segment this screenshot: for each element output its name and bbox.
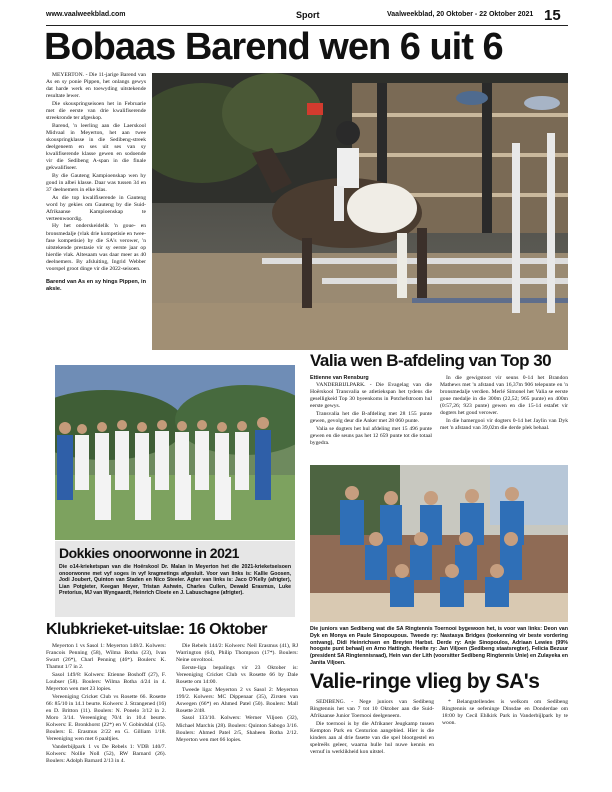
cricket-caption-box	[55, 541, 295, 617]
main-paragraph: Hy het onderskeidelik 'n goue- en bronsmedalje (vlak drie kompetisie en twee-fase kompetisie) by die SA's verower, 'n uitstekende prestasie vir sy eerste jaar op hierdie vlak. Altesaam was daar meer as 40 deelnemers. By afsluiting, Ingrid Webber voorspel groot dinge vir die 2022-seisoen.	[46, 223, 146, 273]
results-paragraph: Tweede liga: Meyerton 2 vs Sasol 2: Meyerton 199/2. Kolwers: MC Dippenaar (35), Zirsten van Aswegen (66*) en Ahmed Patel (50). Boulers: Mall Rosette 2/48.	[176, 686, 298, 714]
results-paragraph: Sasol 149/8: Kolwers: Etienne Boshoff (27), F. Loubser (58). Boulers: Wilma Botha 4/24 in 4. Meyerton wen met 23 lopies.	[46, 671, 166, 693]
valia-paragraph: Transvalia het die B-afdeling met 28 155 punte gewen, gevolg deur die Anker met 28 060 punte.	[310, 410, 432, 425]
horse-jumping-photo	[152, 73, 568, 350]
main-paragraph: MEYERTON. - Die 11-jarige Barend van As en sy ponie Pippen, het onlangs gewys dat harde werk en toewyding uitstekende resultate lewer.	[46, 72, 146, 100]
main-paragraph: Barend, 'n leerling aan die Laerskool Midvaal in Meyerton, het aan twee skouspringklasse in die Sedibeng-streek deelgeneem en ses uit ses van sy kwalifiserende klasse gewen en sodoende vir die Sedibeng A-span in die finale gekwalifiseer.	[46, 122, 146, 172]
valia-paragraph: Valia se dogters het hul afdeling met 15 496 punte gewen en die seuns pas het 12 659 punte tot die totaal bygedra.	[310, 425, 432, 446]
main-paragraph: As die top kwalifiserende in Gauteng word hy gekies om Gauteng by die Suid-Afrikaanse Kampioenskap te verteenwoordig.	[46, 194, 146, 222]
main-story-body	[46, 72, 146, 293]
results-headline: Klubkrieket-uitslae: 16 Oktober	[46, 621, 268, 638]
ringtennis-paragraph: SEDIBENG. - Nege juniors van Sedibeng Ringtennis het van 7 tot 10 Oktober aan die Suid-Afrikaanse Junior Toernooi deelgeneem.	[310, 699, 434, 720]
valia-story-col1	[310, 375, 432, 447]
ringtennis-caption: Die juniors van Sedibeng wat die SA Ringtennis Toernooi bygewoon het, is voor van links: Deon van Dyk en Monya en Paule Sinopoupous. Tweede ry: Nastasya Bridges (toekenning vir beste vordering ontvang), Didi Heinrichsen en Breyten Harbst. Derde ry: Anje Sinopoulos, Adriaan Lewies (99% hoogste punt behaal) en Arno Hattingh. Heelte ry: Jan Viljoen (Sedibeng staatsregter), Felicia Bezuur (president SA Ringtennisraad), Hein van der Lith (voorsitter Sedibeng Ringtennis Unie) en Zulayeka en Janita Viljoen.	[310, 626, 568, 666]
ringtennis-headline: Valie-ringe vlieg by SA's	[310, 670, 540, 693]
valia-story-col2	[440, 375, 568, 433]
results-col2	[176, 643, 298, 744]
cricket-caption: Die o14-krieketspan van die Hoërskool Dr. Malan in Meyerton het die 2021-krieketseisoen onoorwonne met vyf soges in vyf kragmetings afgesluit. Voor van links is: Kallie Goosen, Jodi Joubert, Quinton van Staden en Nico Steeler. Agter van links is: Jaco O'Kelly (afrigter), Lian Potgieter, Keegan Meyer, Tristan Ashwin, Charles Cullen, Dewald Erasmus, Luke Pretorius, MJ van Wyngaardt, Heinrich Cloete en J. Labuschagne (afrigter).	[59, 564, 291, 597]
valia-paragraph: In die hamergooi vir dogters 0-14 het Jaylin van Dyk met 'n afstand van 39,02m die derde plek behaal.	[440, 418, 568, 432]
results-paragraph: Meyerton 1 vs Sasol 1: Meyerton 148/2. Kolwers: Francois Penning (58), Wilma Botha (23), Ivan Swart (26*), Charl Penning (46*). Boulers: K. Thamut 1/7 in 2.	[46, 643, 166, 671]
ringtennis-story-col1	[310, 699, 434, 757]
main-paragraph: Die skouspringseisoen het in Februarie met die eerste van drie kwalifiserende streekronde ter afgeskop.	[46, 100, 146, 122]
page-number: 15	[544, 7, 561, 24]
results-paragraph: Vereeniging Cricket Club vs Rosette 66. Rosette 66: 85/10 in 14.1 beurte. Kolwers: J. Strangened (16) en D. Britton (11). Boulers: N. Ponelo 3/12 in 2. Moro 3/14. Vereeniging 70/4 in 10.4 beurte. Kolwers: E. Bronkhorst (22*) en V. Gobindslal (15). Boulers: E. Erasmus 2/22 en G. Gilliam 1/18. Vereeniging wen met 6 paaltjies.	[46, 693, 166, 743]
section-label: Sport	[296, 10, 320, 20]
results-paragraph: Vanderbijlpark 1 vs De Rebels 1: VDB 140/7. Kolwers: Nollie Noll (52), RW Barnard (26). Boulers: Adolph Barnard 2/13 in 4.	[46, 743, 166, 764]
main-photo-caption: Barend van As en sy hings Pippen, in aksie.	[46, 279, 146, 293]
valia-byline: Ettienne van Rensburg	[310, 375, 369, 381]
results-paragraph: Sasol 133/10. Kolwers: Werner Viljoen (32), Michael Marchis (28). Boulers: Quinton Sabogo 3/16. Boulers: Ahmed Patel 2/5, Shaheen Botha 2/12. Meyerton wen met 66 lopies.	[176, 715, 298, 743]
issue-date: Vaalweekblad, 20 Oktober - 22 Oktober 2021	[387, 11, 534, 18]
results-paragraph: Die Rebels 144/2: Kolwers: Neil Erasmus (41), RJ Warrington (64), Philip Thompson (17*). Boulers: Neine onvoltooi.	[176, 643, 298, 664]
main-headline: Bobaas Barend wen 6 uit 6	[44, 26, 503, 68]
ringtennis-team-photo	[310, 465, 568, 622]
ringtennis-story-col2	[442, 699, 568, 728]
cricket-team-photo	[55, 365, 295, 540]
valia-paragraph: In die gewigstoot vir seuns 0-14 het Brandon Mathews met 'n afstand van 16,37m 906 telepunte en 'n bronsmedalje verdien. Merlé Simonel het Valia se eerste goue medalje in die 300m (22,52; 965 punte) en 400m (0:57,26; 923 punte) gewen en die 15-14 estafet vir dogters het goud verower.	[440, 375, 568, 417]
ringtennis-paragraph: Die toernooi is by die Afrikaner Jeugkamp tussen Kempton Park en Centurion aangebied. Hier is die kinders aan al drie fasette van die spel blootgestel en spelreëls geleer, waarna hulle hul nuwe kennis en vernuf in werklikheid kon uitstel.	[310, 720, 434, 756]
results-paragraph: Eerste-liga bepalings vir 23 Oktober is: Vereeniging Cricket Club vs Rosette 66 by Dale Rosette om 14:00.	[176, 664, 298, 685]
valia-paragraph: VANDERBIJLPARK. - Die Evagelag van die Hoërskool Transvalia se atletiekspan het tydens die geselligkeid Top 30 byeenkoms in Potchefstroom hul eerste gewys.	[310, 382, 432, 410]
main-paragraph: By die Gauteng Kampioenskap wen hy goud in albei klasse. Daar was tussen 34 en 37 deelnemers in elke klas.	[46, 172, 146, 193]
cricket-headline: Dokkies onoorwonne in 2021	[59, 545, 239, 561]
results-col1	[46, 643, 166, 766]
site-url: www.vaalweekblad.com	[46, 11, 126, 18]
valia-headline: Valia wen B-afdeling van Top 30	[310, 351, 552, 370]
ringtennis-paragraph: * Belangstellendes is welkom om Sedibeng Ringtennis se oefeninge Dinsdae en Donderdae om 18:00 by Cecil Ehlkirk Park in Vanderbijlpark by te woon.	[442, 699, 568, 727]
